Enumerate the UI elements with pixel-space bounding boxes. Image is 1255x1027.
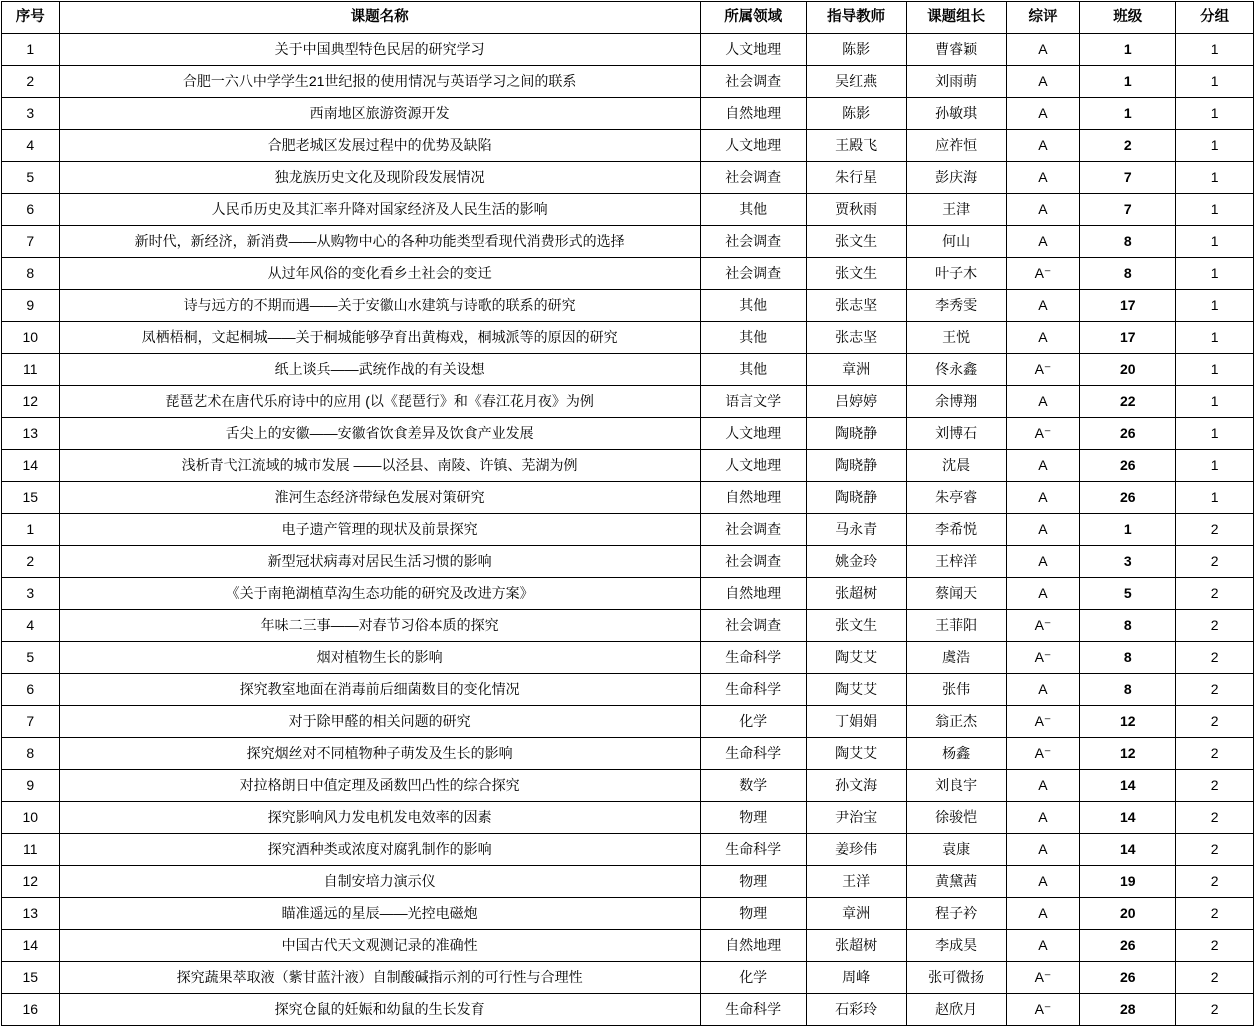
cell-class: 7 [1080, 162, 1176, 194]
cell-seq: 13 [2, 898, 60, 930]
table-row [2, 194, 1254, 226]
cell-class: 26 [1080, 450, 1176, 482]
cell-teacher: 张文生 [806, 226, 906, 258]
cell-group: 2 [1176, 962, 1254, 994]
cell-leader: 佟永鑫 [906, 354, 1006, 386]
research-topics-sheet [0, 1, 1255, 1026]
cell-title: 诗与远方的不期而遇——关于安徽山水建筑与诗歌的联系的研究 [59, 290, 700, 322]
cell-group: 2 [1176, 514, 1254, 546]
cell-class: 8 [1080, 226, 1176, 258]
cell-seq: 14 [2, 930, 60, 962]
cell-field: 自然地理 [700, 98, 806, 130]
cell-seq: 16 [2, 994, 60, 1026]
cell-teacher: 章洲 [806, 898, 906, 930]
cell-field: 社会调查 [700, 546, 806, 578]
cell-seq: 7 [2, 226, 60, 258]
cell-teacher: 张志坚 [806, 290, 906, 322]
cell-seq: 8 [2, 738, 60, 770]
cell-class: 19 [1080, 866, 1176, 898]
table-row [2, 866, 1254, 898]
cell-leader: 余博翔 [906, 386, 1006, 418]
cell-title: 纸上谈兵——武统作战的有关设想 [59, 354, 700, 386]
cell-field: 社会调查 [700, 514, 806, 546]
cell-teacher: 姚金玲 [806, 546, 906, 578]
cell-leader: 王悦 [906, 322, 1006, 354]
cell-class: 14 [1080, 802, 1176, 834]
cell-class: 1 [1080, 514, 1176, 546]
column-header-seq: 序号 [2, 2, 60, 34]
cell-review: A [1006, 930, 1080, 962]
cell-field: 社会调查 [700, 610, 806, 642]
cell-group: 1 [1176, 162, 1254, 194]
cell-group: 1 [1176, 482, 1254, 514]
cell-teacher: 陶晓静 [806, 482, 906, 514]
cell-field: 人文地理 [700, 418, 806, 450]
research-topics-table [1, 1, 1254, 1026]
cell-title: 舌尖上的安徽——安徽省饮食差异及饮食产业发展 [59, 418, 700, 450]
cell-leader: 沈晨 [906, 450, 1006, 482]
cell-seq: 6 [2, 194, 60, 226]
cell-title: 新时代，新经济，新消费——从购物中心的各种功能类型看现代消费形式的选择 [59, 226, 700, 258]
cell-leader: 王津 [906, 194, 1006, 226]
cell-group: 2 [1176, 866, 1254, 898]
column-header-field: 所属领域 [700, 2, 806, 34]
table-row [2, 706, 1254, 738]
cell-seq: 12 [2, 386, 60, 418]
cell-review: A [1006, 514, 1080, 546]
cell-title: 合肥一六八中学学生21世纪报的使用情况与英语学习之间的联系 [59, 66, 700, 98]
table-row [2, 770, 1254, 802]
cell-review: A [1006, 834, 1080, 866]
table-row [2, 930, 1254, 962]
cell-review: A⁻ [1006, 994, 1080, 1026]
cell-review: A [1006, 226, 1080, 258]
cell-teacher: 陈影 [806, 34, 906, 66]
cell-field: 其他 [700, 194, 806, 226]
cell-title: 电子遗产管理的现状及前景探究 [59, 514, 700, 546]
cell-field: 数学 [700, 770, 806, 802]
cell-title: 探究烟丝对不同植物种子萌发及生长的影响 [59, 738, 700, 770]
cell-class: 20 [1080, 354, 1176, 386]
cell-seq: 6 [2, 674, 60, 706]
cell-class: 1 [1080, 66, 1176, 98]
cell-group: 1 [1176, 322, 1254, 354]
cell-field: 人文地理 [700, 34, 806, 66]
cell-group: 2 [1176, 674, 1254, 706]
table-row [2, 994, 1254, 1026]
cell-review: A [1006, 386, 1080, 418]
column-header-title: 课题名称 [59, 2, 700, 34]
cell-seq: 15 [2, 482, 60, 514]
cell-review: A [1006, 770, 1080, 802]
table-row [2, 482, 1254, 514]
table-row [2, 802, 1254, 834]
cell-leader: 黄黛茜 [906, 866, 1006, 898]
cell-title: 探究酒种类或浓度对腐乳制作的影响 [59, 834, 700, 866]
cell-seq: 11 [2, 354, 60, 386]
cell-leader: 虞浩 [906, 642, 1006, 674]
cell-field: 自然地理 [700, 930, 806, 962]
table-row [2, 66, 1254, 98]
cell-teacher: 马永青 [806, 514, 906, 546]
cell-leader: 徐骏恺 [906, 802, 1006, 834]
cell-title: 琵琶艺术在唐代乐府诗中的应用 (以《琵琶行》和《春江花月夜》为例 [59, 386, 700, 418]
cell-group: 1 [1176, 66, 1254, 98]
table-row [2, 834, 1254, 866]
cell-seq: 13 [2, 418, 60, 450]
cell-field: 物理 [700, 898, 806, 930]
cell-leader: 李秀雯 [906, 290, 1006, 322]
cell-class: 22 [1080, 386, 1176, 418]
cell-leader: 蔡闻天 [906, 578, 1006, 610]
cell-title: 合肥老城区发展过程中的优势及缺陷 [59, 130, 700, 162]
cell-title: 新型冠状病毒对居民生活习惯的影响 [59, 546, 700, 578]
cell-field: 生命科学 [700, 674, 806, 706]
cell-title: 凤栖梧桐，文起桐城——关于桐城能够孕育出黄梅戏，桐城派等的原因的研究 [59, 322, 700, 354]
table-row [2, 34, 1254, 66]
cell-review: A⁻ [1006, 258, 1080, 290]
cell-title: 关于中国典型特色民居的研究学习 [59, 34, 700, 66]
column-header-group: 分组 [1176, 2, 1254, 34]
cell-seq: 3 [2, 98, 60, 130]
cell-group: 1 [1176, 354, 1254, 386]
cell-field: 人文地理 [700, 130, 806, 162]
cell-title: 探究仓鼠的妊娠和幼鼠的生长发育 [59, 994, 700, 1026]
cell-field: 生命科学 [700, 738, 806, 770]
cell-leader: 张伟 [906, 674, 1006, 706]
cell-leader: 曹睿颖 [906, 34, 1006, 66]
cell-class: 17 [1080, 322, 1176, 354]
cell-review: A⁻ [1006, 610, 1080, 642]
cell-teacher: 尹治宝 [806, 802, 906, 834]
cell-review: A [1006, 674, 1080, 706]
cell-teacher: 陈影 [806, 98, 906, 130]
cell-review: A⁻ [1006, 962, 1080, 994]
cell-field: 其他 [700, 322, 806, 354]
cell-teacher: 张文生 [806, 610, 906, 642]
cell-class: 26 [1080, 418, 1176, 450]
table-row [2, 962, 1254, 994]
cell-title: 烟对植物生长的影响 [59, 642, 700, 674]
cell-seq: 10 [2, 802, 60, 834]
cell-title: 独龙族历史文化及现阶段发展情况 [59, 162, 700, 194]
cell-group: 1 [1176, 98, 1254, 130]
cell-group: 2 [1176, 546, 1254, 578]
cell-review: A [1006, 162, 1080, 194]
cell-field: 其他 [700, 290, 806, 322]
cell-teacher: 张文生 [806, 258, 906, 290]
cell-group: 2 [1176, 610, 1254, 642]
cell-class: 26 [1080, 930, 1176, 962]
table-row [2, 610, 1254, 642]
cell-review: A [1006, 322, 1080, 354]
cell-group: 2 [1176, 706, 1254, 738]
cell-title: 从过年风俗的变化看乡土社会的变迁 [59, 258, 700, 290]
cell-seq: 10 [2, 322, 60, 354]
cell-group: 1 [1176, 258, 1254, 290]
cell-class: 17 [1080, 290, 1176, 322]
cell-class: 7 [1080, 194, 1176, 226]
cell-seq: 11 [2, 834, 60, 866]
cell-class: 1 [1080, 34, 1176, 66]
cell-teacher: 王殿飞 [806, 130, 906, 162]
column-header-leader: 课题组长 [906, 2, 1006, 34]
table-body [2, 34, 1254, 1026]
cell-leader: 彭庆海 [906, 162, 1006, 194]
cell-review: A⁻ [1006, 642, 1080, 674]
cell-group: 1 [1176, 226, 1254, 258]
cell-review: A⁻ [1006, 706, 1080, 738]
cell-field: 人文地理 [700, 450, 806, 482]
cell-teacher: 张超树 [806, 930, 906, 962]
cell-title: 自制安培力演示仪 [59, 866, 700, 898]
cell-group: 2 [1176, 930, 1254, 962]
cell-field: 自然地理 [700, 578, 806, 610]
cell-field: 生命科学 [700, 642, 806, 674]
cell-seq: 2 [2, 546, 60, 578]
cell-class: 12 [1080, 738, 1176, 770]
column-header-review: 综评 [1006, 2, 1080, 34]
table-row [2, 514, 1254, 546]
cell-review: A [1006, 802, 1080, 834]
cell-teacher: 陶艾艾 [806, 674, 906, 706]
cell-leader: 孙敏琪 [906, 98, 1006, 130]
cell-title: 中国古代天文观测记录的准确性 [59, 930, 700, 962]
cell-title: 《关于南艳湖植草沟生态功能的研究及改进方案》 [59, 578, 700, 610]
cell-group: 2 [1176, 898, 1254, 930]
cell-review: A [1006, 290, 1080, 322]
table-row [2, 226, 1254, 258]
cell-class: 14 [1080, 770, 1176, 802]
cell-group: 1 [1176, 290, 1254, 322]
table-row [2, 674, 1254, 706]
cell-seq: 5 [2, 162, 60, 194]
cell-field: 自然地理 [700, 482, 806, 514]
cell-leader: 翁正杰 [906, 706, 1006, 738]
cell-title: 淮河生态经济带绿色发展对策研究 [59, 482, 700, 514]
cell-field: 化学 [700, 706, 806, 738]
cell-class: 8 [1080, 258, 1176, 290]
cell-leader: 程子衿 [906, 898, 1006, 930]
column-header-teacher: 指导教师 [806, 2, 906, 34]
cell-review: A [1006, 130, 1080, 162]
table-row [2, 130, 1254, 162]
cell-teacher: 石彩玲 [806, 994, 906, 1026]
cell-field: 其他 [700, 354, 806, 386]
table-row [2, 418, 1254, 450]
cell-class: 5 [1080, 578, 1176, 610]
table-row [2, 642, 1254, 674]
cell-leader: 李希悦 [906, 514, 1006, 546]
cell-field: 社会调查 [700, 258, 806, 290]
cell-group: 2 [1176, 802, 1254, 834]
cell-seq: 4 [2, 610, 60, 642]
cell-group: 2 [1176, 834, 1254, 866]
cell-review: A [1006, 450, 1080, 482]
cell-seq: 3 [2, 578, 60, 610]
cell-seq: 14 [2, 450, 60, 482]
cell-leader: 赵欣月 [906, 994, 1006, 1026]
cell-title: 探究教室地面在消毒前后细菌数目的变化情况 [59, 674, 700, 706]
cell-leader: 朱亭睿 [906, 482, 1006, 514]
cell-group: 1 [1176, 450, 1254, 482]
cell-review: A⁻ [1006, 354, 1080, 386]
cell-review: A⁻ [1006, 418, 1080, 450]
table-row [2, 322, 1254, 354]
cell-seq: 12 [2, 866, 60, 898]
cell-leader: 杨鑫 [906, 738, 1006, 770]
cell-seq: 9 [2, 290, 60, 322]
cell-group: 2 [1176, 578, 1254, 610]
cell-teacher: 丁娟娟 [806, 706, 906, 738]
cell-class: 3 [1080, 546, 1176, 578]
table-row [2, 258, 1254, 290]
cell-teacher: 姜珍伟 [806, 834, 906, 866]
table-row [2, 290, 1254, 322]
table-row [2, 354, 1254, 386]
cell-leader: 应祚恒 [906, 130, 1006, 162]
cell-class: 8 [1080, 674, 1176, 706]
cell-class: 26 [1080, 962, 1176, 994]
cell-field: 生命科学 [700, 834, 806, 866]
cell-leader: 王梓洋 [906, 546, 1006, 578]
cell-group: 1 [1176, 194, 1254, 226]
cell-teacher: 陶晓静 [806, 418, 906, 450]
cell-leader: 何山 [906, 226, 1006, 258]
table-row [2, 738, 1254, 770]
cell-group: 1 [1176, 386, 1254, 418]
cell-review: A [1006, 98, 1080, 130]
cell-seq: 5 [2, 642, 60, 674]
cell-field: 化学 [700, 962, 806, 994]
cell-teacher: 王洋 [806, 866, 906, 898]
cell-title: 西南地区旅游资源开发 [59, 98, 700, 130]
cell-leader: 刘雨萌 [906, 66, 1006, 98]
cell-seq: 2 [2, 66, 60, 98]
cell-review: A [1006, 578, 1080, 610]
cell-seq: 15 [2, 962, 60, 994]
cell-teacher: 朱行星 [806, 162, 906, 194]
cell-teacher: 周峰 [806, 962, 906, 994]
table-row [2, 386, 1254, 418]
cell-teacher: 张志坚 [806, 322, 906, 354]
cell-field: 社会调查 [700, 226, 806, 258]
cell-teacher: 贾秋雨 [806, 194, 906, 226]
table-header [2, 2, 1254, 34]
cell-seq: 4 [2, 130, 60, 162]
cell-group: 2 [1176, 770, 1254, 802]
cell-group: 1 [1176, 34, 1254, 66]
cell-group: 2 [1176, 738, 1254, 770]
table-header-row [2, 2, 1254, 34]
cell-class: 8 [1080, 610, 1176, 642]
cell-review: A⁻ [1006, 738, 1080, 770]
cell-leader: 李成昊 [906, 930, 1006, 962]
cell-review: A [1006, 194, 1080, 226]
cell-review: A [1006, 34, 1080, 66]
cell-seq: 1 [2, 514, 60, 546]
cell-group: 2 [1176, 642, 1254, 674]
cell-teacher: 陶晓静 [806, 450, 906, 482]
table-row [2, 546, 1254, 578]
table-row [2, 578, 1254, 610]
cell-title: 对于除甲醛的相关问题的研究 [59, 706, 700, 738]
cell-review: A [1006, 546, 1080, 578]
cell-review: A [1006, 866, 1080, 898]
cell-seq: 8 [2, 258, 60, 290]
cell-review: A [1006, 482, 1080, 514]
cell-field: 社会调查 [700, 66, 806, 98]
cell-teacher: 陶艾艾 [806, 738, 906, 770]
column-header-class: 班级 [1080, 2, 1176, 34]
cell-class: 1 [1080, 98, 1176, 130]
table-row [2, 898, 1254, 930]
cell-class: 2 [1080, 130, 1176, 162]
cell-seq: 1 [2, 34, 60, 66]
cell-class: 26 [1080, 482, 1176, 514]
cell-class: 14 [1080, 834, 1176, 866]
table-row [2, 98, 1254, 130]
cell-title: 对拉格朗日中值定理及函数凹凸性的综合探究 [59, 770, 700, 802]
cell-leader: 刘良宇 [906, 770, 1006, 802]
cell-teacher: 章洲 [806, 354, 906, 386]
cell-teacher: 陶艾艾 [806, 642, 906, 674]
cell-seq: 7 [2, 706, 60, 738]
cell-leader: 王菲阳 [906, 610, 1006, 642]
cell-review: A [1006, 898, 1080, 930]
table-row [2, 450, 1254, 482]
cell-class: 28 [1080, 994, 1176, 1026]
cell-leader: 张可微扬 [906, 962, 1006, 994]
cell-field: 语言文学 [700, 386, 806, 418]
cell-leader: 刘博石 [906, 418, 1006, 450]
cell-group: 2 [1176, 994, 1254, 1026]
cell-title: 人民币历史及其汇率升降对国家经济及人民生活的影响 [59, 194, 700, 226]
cell-title: 探究蔬果萃取液（紫甘蓝汁液）自制酸碱指示剂的可行性与合理性 [59, 962, 700, 994]
cell-teacher: 吕婷婷 [806, 386, 906, 418]
cell-group: 1 [1176, 418, 1254, 450]
table-row [2, 162, 1254, 194]
cell-leader: 袁康 [906, 834, 1006, 866]
cell-title: 探究影响风力发电机发电效率的因素 [59, 802, 700, 834]
cell-field: 物理 [700, 866, 806, 898]
cell-class: 8 [1080, 642, 1176, 674]
cell-field: 生命科学 [700, 994, 806, 1026]
cell-teacher: 张超树 [806, 578, 906, 610]
cell-field: 社会调查 [700, 162, 806, 194]
cell-teacher: 吴红燕 [806, 66, 906, 98]
cell-title: 浅析青弋江流域的城市发展 ——以泾县、南陵、许镇、芜湖为例 [59, 450, 700, 482]
cell-group: 1 [1176, 130, 1254, 162]
cell-field: 物理 [700, 802, 806, 834]
cell-teacher: 孙文海 [806, 770, 906, 802]
cell-class: 12 [1080, 706, 1176, 738]
cell-review: A [1006, 66, 1080, 98]
cell-leader: 叶子木 [906, 258, 1006, 290]
cell-title: 年味二三事——对春节习俗本质的探究 [59, 610, 700, 642]
cell-class: 20 [1080, 898, 1176, 930]
cell-title: 瞄准遥远的星辰——光控电磁炮 [59, 898, 700, 930]
cell-seq: 9 [2, 770, 60, 802]
